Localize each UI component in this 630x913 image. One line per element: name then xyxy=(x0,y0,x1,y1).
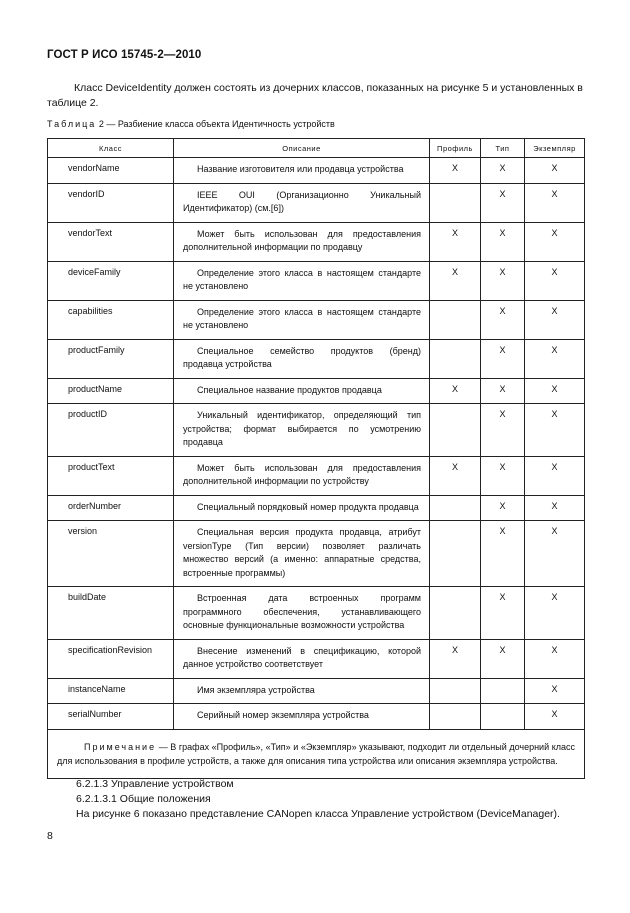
profile-cell xyxy=(430,678,481,704)
profile-cell xyxy=(430,339,481,378)
table-note-row xyxy=(48,729,585,778)
instance-cell: X xyxy=(525,456,585,495)
table-row xyxy=(48,378,585,404)
section-paragraph: На рисунке 6 показано представление CANopen класса Управление устройством (DeviceManager). xyxy=(76,808,560,820)
instance-cell: X xyxy=(525,521,585,587)
description-cell: Название изготовителя или продавца устройства xyxy=(174,158,430,184)
table-note-text: — В графах «Профиль», «Тип» и «Экземпляр» указывают, подходит ли отдельный дочерний класс для использования в профиле устройств, а также для описания типа устройства или описания экземпляра устройства. xyxy=(57,741,575,766)
profile-cell xyxy=(430,587,481,640)
description-cell: Определение этого класса в настоящем стандарте не установлено xyxy=(174,261,430,300)
description-cell: Специальный порядковый номер продукта продавца xyxy=(174,495,430,521)
instance-cell: X xyxy=(525,222,585,261)
profile-cell: X xyxy=(430,456,481,495)
table-row xyxy=(48,158,585,184)
type-cell: X xyxy=(481,639,525,678)
instance-cell: X xyxy=(525,704,585,730)
table-note xyxy=(48,729,585,778)
column-header-instance: Экземпляр xyxy=(525,139,585,158)
table-row xyxy=(48,678,585,704)
instance-cell: X xyxy=(525,404,585,457)
profile-cell xyxy=(430,521,481,587)
profile-cell: X xyxy=(430,222,481,261)
type-cell: X xyxy=(481,456,525,495)
class-cell: serialNumber xyxy=(48,704,174,730)
table-row xyxy=(48,339,585,378)
description-cell: Специальное название продуктов продавца xyxy=(174,378,430,404)
description-cell: Определение этого класса в настоящем стандарте не установлено xyxy=(174,300,430,339)
intro-paragraph: Класс DeviceIdentity должен состоять из дочерних классов, показанных на рисунке 5 и установленных в таблице 2. xyxy=(47,82,583,109)
profile-cell: X xyxy=(430,158,481,184)
table-body xyxy=(48,158,585,730)
column-header-profile: Профиль xyxy=(430,139,481,158)
class-cell: instanceName xyxy=(48,678,174,704)
instance-cell: X xyxy=(525,300,585,339)
class-cell: vendorText xyxy=(48,222,174,261)
instance-cell: X xyxy=(525,378,585,404)
description-cell: Внесение изменений в спецификацию, которой данное устройство соответствует xyxy=(174,639,430,678)
table-row xyxy=(48,495,585,521)
profile-cell xyxy=(430,183,481,222)
table-row xyxy=(48,300,585,339)
description-cell: Встроенная дата встроенных программ программного обеспечения, устанавливающего основные функциональные возможности устройства xyxy=(174,587,430,640)
table-row xyxy=(48,261,585,300)
page-number: 8 xyxy=(47,830,53,842)
table-note-label: Примечание xyxy=(84,741,157,752)
column-header-description: Описание xyxy=(174,139,430,158)
type-cell: X xyxy=(481,222,525,261)
table-row xyxy=(48,639,585,678)
profile-cell xyxy=(430,495,481,521)
type-cell: X xyxy=(481,300,525,339)
instance-cell: X xyxy=(525,183,585,222)
class-cell: buildDate xyxy=(48,587,174,640)
table-row xyxy=(48,222,585,261)
type-cell: X xyxy=(481,404,525,457)
table-caption-text: 2 — Разбиение класса объекта Идентичность устройств xyxy=(98,119,335,129)
table-row xyxy=(48,183,585,222)
class-cell: productText xyxy=(48,456,174,495)
type-cell: X xyxy=(481,495,525,521)
class-cell: productFamily xyxy=(48,339,174,378)
description-cell: Может быть использован для предоставления дополнительной информации по устройству xyxy=(174,456,430,495)
type-cell xyxy=(481,678,525,704)
class-cell: vendorName xyxy=(48,158,174,184)
class-cell: orderNumber xyxy=(48,495,174,521)
table-row xyxy=(48,521,585,587)
profile-cell: X xyxy=(430,639,481,678)
table-row xyxy=(48,587,585,640)
description-cell: Специальная версия продукта продавца, атрибут versionType (Тип версии) позволяет различать множество версий (а именно: аппаратные средства, встроенные программы) xyxy=(174,521,430,587)
class-cell: capabilities xyxy=(48,300,174,339)
identity-classes-table xyxy=(47,138,585,779)
instance-cell: X xyxy=(525,158,585,184)
profile-cell: X xyxy=(430,378,481,404)
class-cell: specificationRevision xyxy=(48,639,174,678)
description-cell: IEEE OUI (Организационно Уникальный Идентификатор) (см.[6]) xyxy=(174,183,430,222)
instance-cell: X xyxy=(525,495,585,521)
sections-block xyxy=(76,777,560,822)
type-cell: X xyxy=(481,378,525,404)
profile-cell xyxy=(430,300,481,339)
profile-cell xyxy=(430,404,481,457)
type-cell: X xyxy=(481,158,525,184)
instance-cell: X xyxy=(525,339,585,378)
description-cell: Может быть использован для предоставления дополнительной информации по продавцу xyxy=(174,222,430,261)
instance-cell: X xyxy=(525,678,585,704)
instance-cell: X xyxy=(525,639,585,678)
profile-cell: X xyxy=(430,261,481,300)
section-heading-6-2-1-3-1: 6.2.1.3.1 Общие положения xyxy=(76,793,211,805)
table-caption-label: Таблица xyxy=(47,119,97,129)
column-header-type: Тип xyxy=(481,139,525,158)
type-cell: X xyxy=(481,261,525,300)
type-cell xyxy=(481,704,525,730)
instance-cell: X xyxy=(525,587,585,640)
profile-cell xyxy=(430,704,481,730)
document-header: ГОСТ Р ИСО 15745-2—2010 xyxy=(47,49,202,61)
table-header-row xyxy=(48,139,585,158)
class-cell: version xyxy=(48,521,174,587)
column-header-class: Класс xyxy=(48,139,174,158)
class-cell: productID xyxy=(48,404,174,457)
table-caption xyxy=(47,119,335,129)
description-cell: Специальное семейство продуктов (бренд) продавца устройства xyxy=(174,339,430,378)
class-cell: deviceFamily xyxy=(48,261,174,300)
table-row xyxy=(48,404,585,457)
class-cell: productName xyxy=(48,378,174,404)
type-cell: X xyxy=(481,183,525,222)
section-heading-6-2-1-3: 6.2.1.3 Управление устройством xyxy=(76,778,234,790)
class-cell: vendorID xyxy=(48,183,174,222)
type-cell: X xyxy=(481,587,525,640)
description-cell: Уникальный идентификатор, определяющий тип устройства; формат выбирается по усмотрению продавца xyxy=(174,404,430,457)
description-cell: Серийный номер экземпляра устройства xyxy=(174,704,430,730)
instance-cell: X xyxy=(525,261,585,300)
table-row xyxy=(48,704,585,730)
description-cell: Имя экземпляра устройства xyxy=(174,678,430,704)
type-cell: X xyxy=(481,521,525,587)
table-row xyxy=(48,456,585,495)
type-cell: X xyxy=(481,339,525,378)
